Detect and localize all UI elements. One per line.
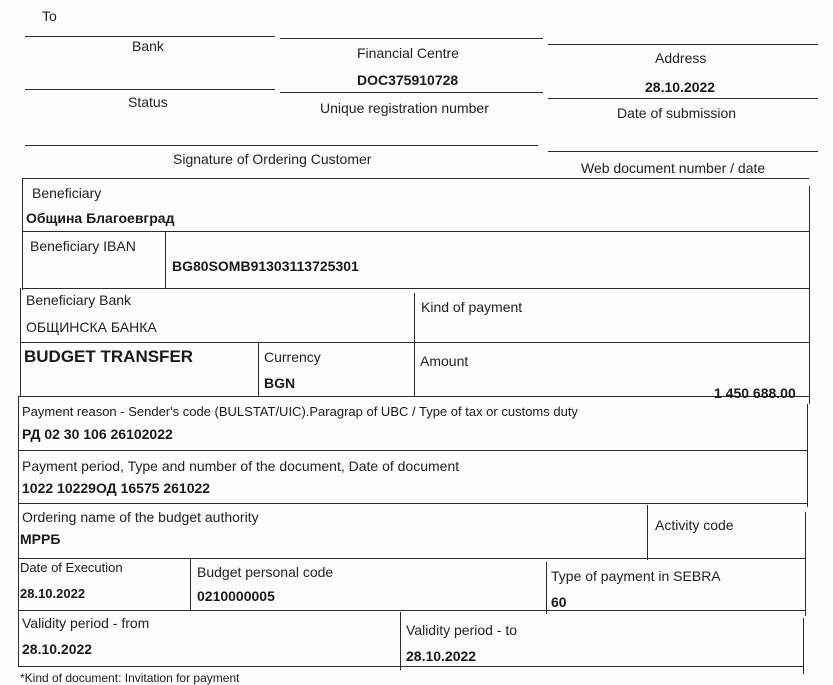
form-right-border-upper: [809, 186, 810, 288]
status-label: Status: [128, 94, 168, 110]
execution-date-value: 28.10.2022: [20, 586, 86, 601]
execution-date-label: Date of Execution: [20, 560, 123, 575]
date-submission-line: [548, 98, 818, 99]
amount-value: 1 450 688.00: [714, 385, 796, 401]
validity-from-label: Validity period - from: [22, 615, 150, 631]
kind-payment-label: Kind of payment: [421, 299, 523, 315]
iban-row-divider: [22, 288, 809, 289]
validity-to-label: Validity period - to: [406, 622, 518, 638]
to-label: To: [42, 8, 57, 24]
doc-number: DOC375910728: [357, 72, 459, 88]
sebra-label: Type of payment in SEBRA: [551, 568, 721, 584]
address-label: Address: [655, 50, 707, 66]
bank-row-divider: [20, 342, 809, 343]
web-doc-label: Web document number / date: [581, 160, 766, 176]
validity-divider: [400, 612, 401, 670]
validity-to-value: 28.10.2022: [406, 648, 477, 664]
form-right-border-mid: [809, 288, 810, 404]
form-left-border-lower: [18, 396, 19, 666]
authority-activity-divider: [647, 505, 648, 560]
reason-label: Payment reason - Sender's code (BULSTAT/UIC).Paragrap of UBC / Type of tax or customs duty: [22, 404, 578, 419]
budget-code-label: Budget personal code: [197, 564, 334, 580]
activity-code-label: Activity code: [655, 517, 734, 533]
transfer-type: BUDGET TRANSFER: [24, 347, 194, 366]
signature-line: [25, 145, 538, 146]
amount-label: Amount: [420, 353, 469, 369]
currency-value: BGN: [264, 375, 296, 391]
form-right-border-authority: [805, 512, 806, 564]
transfer-currency-divider: [258, 342, 259, 396]
financial-centre-line: [280, 38, 543, 39]
web-doc-line: [548, 151, 818, 152]
exec-row-divider: [18, 610, 805, 611]
period-value: 1022 10229ОД 16575 261022: [22, 480, 211, 496]
unique-reg-label: Unique registration number: [320, 100, 489, 116]
budget-code-value: 0210000005: [197, 588, 275, 604]
beneficiary-value: Община Благоевград: [26, 210, 175, 226]
form-right-border-period: [807, 450, 808, 507]
unique-reg-line: [280, 92, 543, 93]
beneficiary-label: Beneficiary: [32, 185, 102, 201]
form-right-border-exec: [805, 564, 806, 616]
form-right-border-validity: [803, 618, 804, 674]
form-left-border-upper: [22, 178, 23, 290]
reason-value: РД 02 30 106 26102022: [22, 426, 173, 442]
budget-sebra-divider: [546, 562, 547, 614]
iban-value: BG80SOMB91303113725301: [172, 258, 359, 274]
reason-row-divider: [18, 450, 807, 451]
status-line: [25, 89, 275, 90]
validity-from-value: 28.10.2022: [22, 641, 93, 657]
bank-label: Bank: [132, 38, 164, 54]
signature-label: Signature of Ordering Customer: [173, 151, 372, 167]
beneficiary-bank-label: Beneficiary Bank: [26, 292, 132, 308]
iban-divider: [165, 231, 166, 288]
exec-budget-divider: [190, 558, 191, 610]
beneficiary-bank-value: ОБЩИНСКА БАНКА: [26, 319, 157, 335]
submission-date: 28.10.2022: [645, 79, 716, 95]
form-bottom-border: [18, 666, 803, 667]
beneficiary-row-divider: [22, 231, 809, 232]
footer-note: *Kind of document: Invitation for payment: [20, 671, 240, 685]
sebra-value: 60: [551, 594, 567, 610]
currency-label: Currency: [264, 349, 321, 365]
authority-row-divider: [18, 558, 805, 559]
form-top-border: [22, 178, 809, 179]
bank-kind-divider: [414, 293, 415, 397]
authority-label: Ordering name of the budget authority: [22, 509, 259, 525]
period-row-divider: [18, 503, 807, 504]
date-submission-label: Date of submission: [617, 105, 737, 121]
financial-centre-label: Financial Centre: [357, 45, 459, 61]
amount-row-divider: [18, 396, 809, 397]
address-line: [548, 44, 818, 45]
iban-label: Beneficiary IBAN: [30, 238, 136, 254]
bank-line: [25, 36, 275, 37]
period-label: Payment period, Type and number of the document, Date of document: [22, 458, 460, 474]
authority-value: МРРБ: [20, 531, 61, 547]
